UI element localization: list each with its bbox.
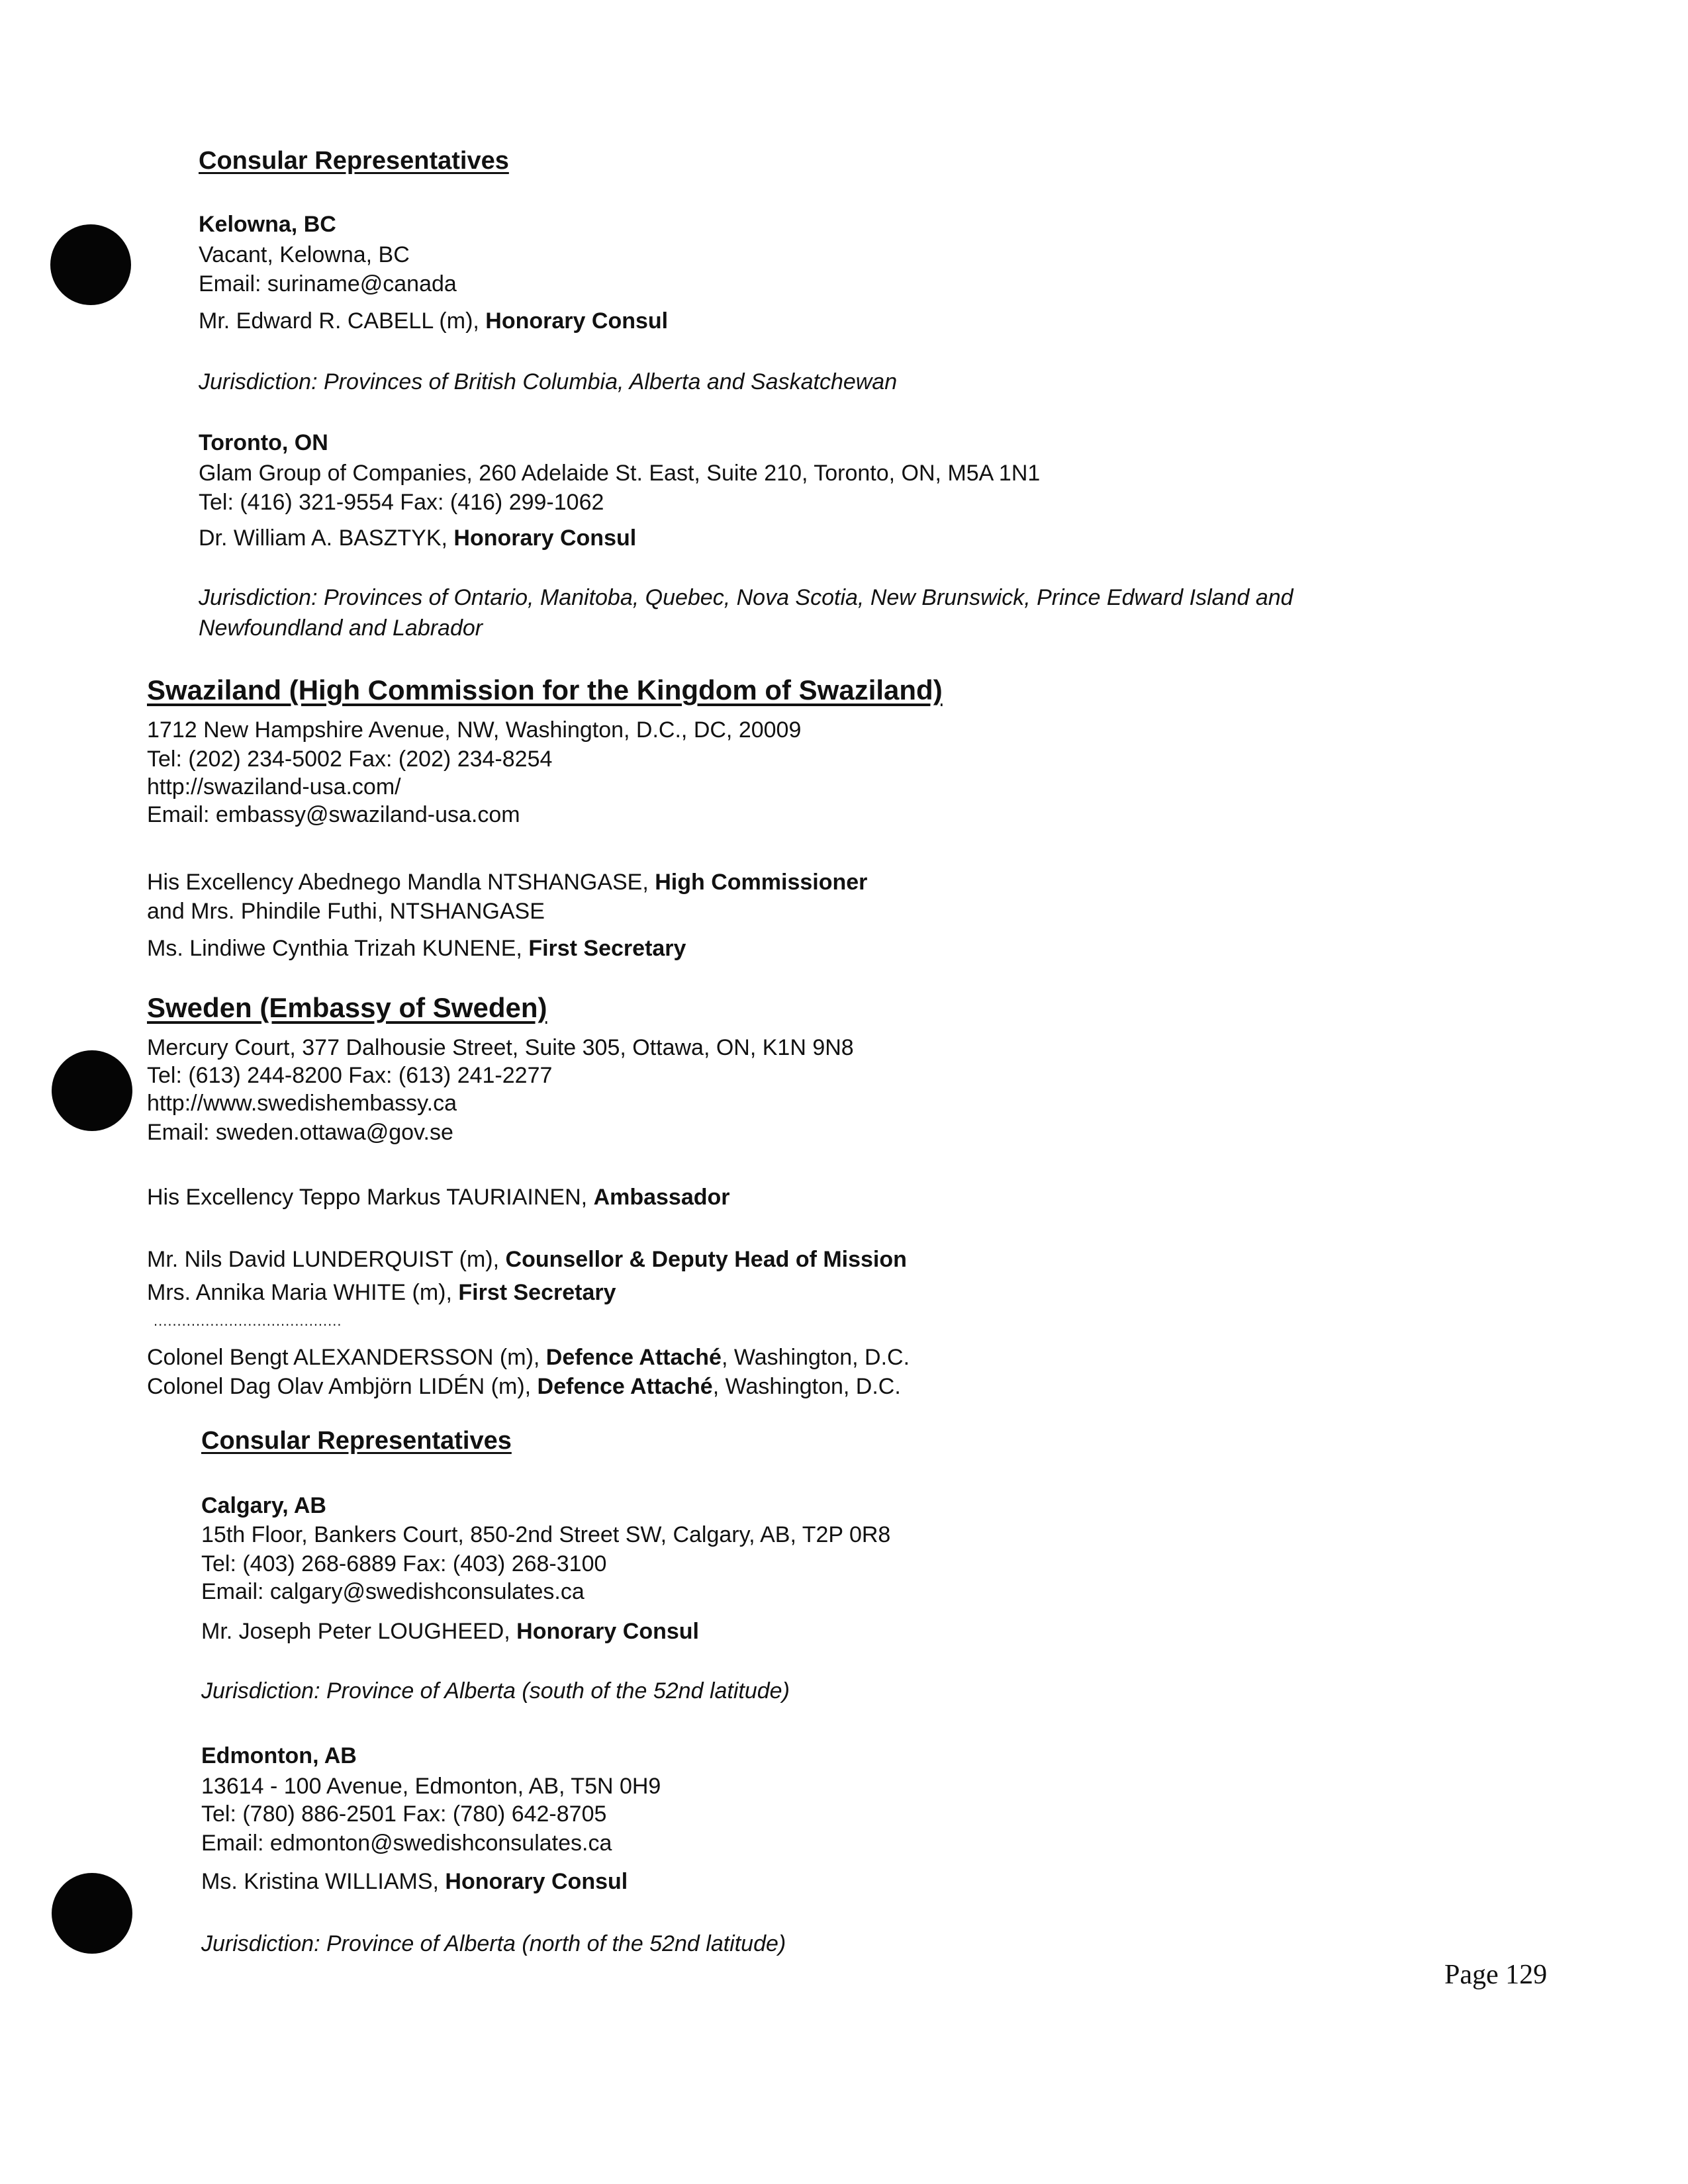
consulate-city: Edmonton, AB: [201, 1743, 357, 1768]
dotted-separator: ........................................: [154, 1312, 342, 1329]
consul-name: Mr. Edward R. CABELL (m),: [199, 308, 486, 334]
attache-entry: [147, 1373, 901, 1400]
consulate-city: Toronto, ON: [199, 430, 328, 455]
consul-name: Mr. Joseph Peter LOUGHEED,: [201, 1619, 517, 1644]
staff-entry: [147, 868, 867, 896]
jurisdiction-text: Jurisdiction: Provinces of Ontario, Manitoba, Quebec, Nova Scotia, New Brunswick, Prince Edward Island and: [199, 585, 1293, 610]
staff-name: His Excellency Teppo Markus TAURIAINEN,: [147, 1185, 594, 1210]
mission-email: Email: embassy@swaziland-usa.com: [147, 802, 520, 827]
mission-phone: Tel: (613) 244-8200 Fax: (613) 241-2277: [147, 1063, 553, 1088]
staff-location: , Washington, D.C.: [712, 1374, 901, 1399]
staff-title: First Secretary: [458, 1280, 616, 1305]
staff-title: Defence Attaché: [537, 1374, 713, 1399]
staff-name: Ms. Lindiwe Cynthia Trizah KUNENE,: [147, 936, 529, 961]
consulate-city: Kelowna, BC: [199, 212, 336, 237]
consul-title: Honorary Consul: [516, 1619, 699, 1644]
staff-entry: [147, 1279, 616, 1306]
binder-hole-middle: [52, 1050, 132, 1131]
staff-title: Counsellor & Deputy Head of Mission: [505, 1247, 907, 1272]
jurisdiction-text: Jurisdiction: Province of Alberta (south of the 52nd latitude): [201, 1678, 790, 1704]
mission-address: 1712 New Hampshire Avenue, NW, Washington, D.C., DC, 20009: [147, 717, 802, 743]
staff-name: His Excellency Abednego Mandla NTSHANGASE,: [147, 870, 655, 895]
staff-name: Colonel Dag Olav Ambjörn LIDÉN (m),: [147, 1374, 538, 1399]
consular-heading: Consular Representatives: [201, 1427, 512, 1455]
consulate-city: Calgary, AB: [201, 1493, 326, 1518]
consul-name: Ms. Kristina WILLIAMS,: [201, 1869, 445, 1894]
consulate-phone: Tel: (416) 321-9554 Fax: (416) 299-1062: [199, 490, 604, 515]
consul-name: Dr. William A. BASZTYK,: [199, 525, 454, 551]
consulate-phone: Tel: (403) 268-6889 Fax: (403) 268-3100: [201, 1551, 607, 1576]
staff-name: Mr. Nils David LUNDERQUIST (m),: [147, 1247, 506, 1272]
staff-location: , Washington, D.C.: [721, 1345, 910, 1370]
country-heading: Swaziland (High Commission for the Kingdom of Swaziland): [147, 674, 943, 705]
staff-name: Mrs. Annika Maria WHITE (m),: [147, 1280, 459, 1305]
consul-entry: [201, 1617, 699, 1645]
staff-title: First Secretary: [528, 936, 686, 961]
consulate-email: Email: suriname@canada: [199, 271, 457, 296]
consul-title: Honorary Consul: [453, 525, 637, 551]
attache-entry: [147, 1343, 910, 1371]
consul-entry: [199, 524, 636, 552]
mission-website: http://www.swedishembassy.ca: [147, 1091, 457, 1116]
consul-entry: [199, 307, 668, 335]
staff-title: Defence Attaché: [545, 1345, 722, 1370]
consulate-address: Vacant, Kelowna, BC: [199, 242, 410, 267]
binder-hole-top: [50, 224, 131, 305]
consul-title: Honorary Consul: [445, 1869, 628, 1894]
ambassador-entry: [147, 1183, 730, 1211]
consul-entry: [201, 1868, 628, 1895]
country-heading: Sweden (Embassy of Sweden): [147, 992, 547, 1023]
staff-name: and Mrs. Phindile Futhi, NTSHANGASE: [147, 899, 545, 924]
mission-phone: Tel: (202) 234-5002 Fax: (202) 234-8254: [147, 747, 553, 772]
consular-heading: Consular Representatives: [199, 147, 509, 175]
consulate-address: 15th Floor, Bankers Court, 850-2nd Street SW, Calgary, AB, T2P 0R8: [201, 1522, 891, 1547]
staff-title: High Commissioner: [655, 870, 868, 895]
binder-hole-bottom: [52, 1873, 132, 1954]
staff-name: Colonel Bengt ALEXANDERSSON (m),: [147, 1345, 546, 1370]
consulate-address: Glam Group of Companies, 260 Adelaide St. East, Suite 210, Toronto, ON, M5A 1N1: [199, 461, 1041, 486]
mission-address: Mercury Court, 377 Dalhousie Street, Suite 305, Ottawa, ON, K1N 9N8: [147, 1035, 854, 1060]
staff-title: Ambassador: [593, 1185, 730, 1210]
consulate-email: Email: calgary@swedishconsulates.ca: [201, 1579, 585, 1604]
jurisdiction-text: Jurisdiction: Provinces of British Columbia, Alberta and Saskatchewan: [199, 369, 898, 394]
staff-entry: [147, 934, 686, 962]
jurisdiction-text: Jurisdiction: Province of Alberta (north of the 52nd latitude): [201, 1931, 786, 1956]
staff-entry: [147, 897, 545, 925]
consulate-address: 13614 - 100 Avenue, Edmonton, AB, T5N 0H9: [201, 1774, 661, 1799]
staff-entry: [147, 1246, 907, 1273]
consulate-phone: Tel: (780) 886-2501 Fax: (780) 642-8705: [201, 1801, 607, 1827]
jurisdiction-text: Newfoundland and Labrador: [199, 615, 483, 641]
consulate-email: Email: edmonton@swedishconsulates.ca: [201, 1831, 612, 1856]
page-number: Page 129: [1444, 1960, 1548, 1990]
mission-email: Email: sweden.ottawa@gov.se: [147, 1120, 453, 1145]
mission-website: http://swaziland-usa.com/: [147, 774, 401, 799]
consul-title: Honorary Consul: [485, 308, 669, 334]
